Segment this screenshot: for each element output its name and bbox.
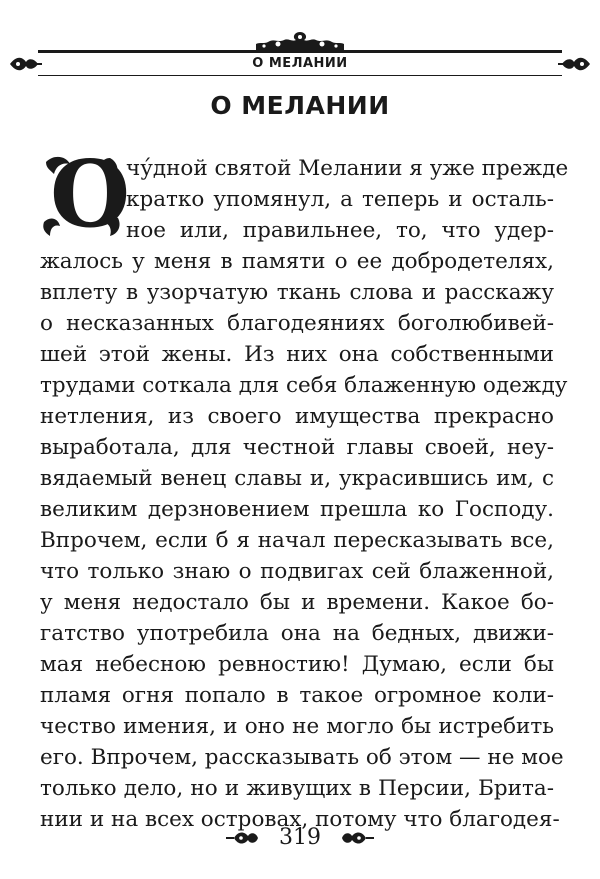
text-line: о несказанных благодеяниях боголюбивей- bbox=[40, 311, 554, 336]
text-line: гатство употребила она на бедных, движи- bbox=[40, 621, 554, 646]
chapter-title: О МЕЛАНИИ bbox=[210, 91, 390, 120]
fleuron-icon bbox=[558, 52, 592, 76]
text-line: вядаемый венец славы и, украсившись им, с bbox=[40, 466, 554, 491]
text-line: его. Впрочем, рассказывать об этом — не мое bbox=[40, 745, 564, 770]
text-line: нии и на всех островах, потому что благодея- bbox=[40, 807, 560, 832]
text-line: чу́дной святой Мелании я уже прежде bbox=[126, 156, 569, 181]
text-line: чество имения, и оно не могло бы истребить bbox=[40, 714, 554, 739]
text-line: что только знаю о подвигах сей блаженной, bbox=[40, 559, 554, 584]
body-text bbox=[40, 153, 569, 835]
text-line: трудами соткала для себя блаженную одежду bbox=[40, 373, 568, 398]
fleuron-icon bbox=[8, 52, 42, 76]
running-header bbox=[8, 30, 592, 94]
floral-ornament-icon bbox=[248, 30, 352, 52]
text-line: мая небесною ревностию! Думаю, если бы bbox=[40, 652, 554, 677]
text-line: великим дерзновением прешла ко Господу. bbox=[40, 497, 554, 522]
text-line: кратко упомянул, а теперь и осталь- bbox=[126, 187, 554, 212]
text-line: жалось у меня в памяти о ее добродетелях, bbox=[40, 249, 554, 274]
drop-cap-letter: О bbox=[50, 140, 131, 248]
text-line: выработала, для честной главы своей, неу- bbox=[40, 435, 554, 460]
text-line: нетления, из своего имущества прекрасно bbox=[40, 404, 554, 429]
header-rule-box bbox=[38, 50, 562, 76]
page-footer bbox=[0, 825, 600, 855]
fleuron-icon bbox=[224, 828, 260, 848]
text-line: ное или, правильнее, то, что удер- bbox=[126, 218, 554, 243]
running-title: О МЕЛАНИИ bbox=[252, 56, 348, 71]
fleuron-icon bbox=[340, 828, 376, 848]
text-line: пламя огня попало в такое огромное коли- bbox=[40, 683, 554, 708]
text-line: у меня недостало бы и времени. Какое бо- bbox=[40, 590, 554, 615]
page-number: 319 bbox=[279, 825, 321, 850]
text-line: шей этой жены. Из них она собственными bbox=[40, 342, 554, 367]
text-line: только дело, но и живущих в Персии, Брита- bbox=[40, 776, 554, 801]
text-line: вплету в узорчатую ткань слова и расскажу bbox=[40, 280, 554, 305]
text-line: Впрочем, если б я начал пересказывать все, bbox=[40, 528, 554, 553]
